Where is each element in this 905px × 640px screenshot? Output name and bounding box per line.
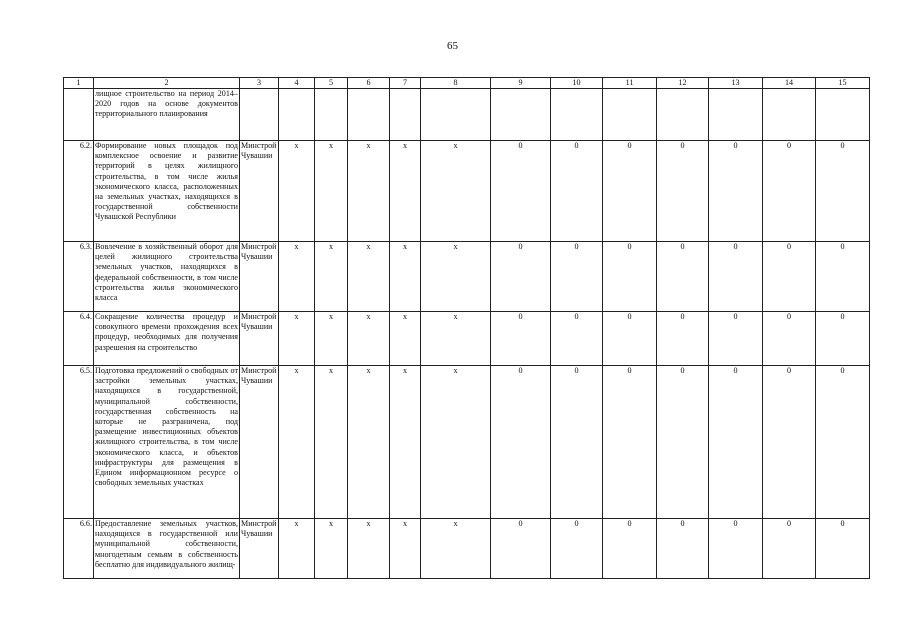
value-cell: 0	[551, 141, 603, 242]
value-cell: 0	[603, 366, 657, 519]
executor-cell: Минстрой Чувашии	[240, 141, 279, 242]
value-cell: 0	[657, 366, 709, 519]
value-cell: 0	[763, 242, 816, 312]
value-cell: 0	[816, 242, 870, 312]
col-header: 14	[763, 78, 816, 89]
value-cell: 0	[709, 141, 763, 242]
row-number: 6.4.	[64, 312, 94, 366]
executor-cell: Минстрой Чувашии	[240, 242, 279, 312]
value-cell: x	[421, 366, 491, 519]
program-table	[63, 77, 870, 579]
row-number: 6.3.	[64, 242, 94, 312]
col-header: 10	[551, 78, 603, 89]
value-cell: x	[315, 366, 348, 519]
value-cell: 0	[491, 312, 551, 366]
value-cell: 0	[816, 141, 870, 242]
value-cell: x	[279, 366, 315, 519]
value-cell: 0	[603, 519, 657, 579]
col-header: 7	[390, 78, 421, 89]
value-cell: 0	[816, 519, 870, 579]
value-cell: 0	[491, 519, 551, 579]
table-row	[64, 242, 870, 312]
row-number: 6.5.	[64, 366, 94, 519]
value-cell: 0	[709, 519, 763, 579]
value-cell: 0	[551, 519, 603, 579]
table-row	[64, 312, 870, 366]
value-cell: 0	[491, 141, 551, 242]
row-number: 6.2.	[64, 141, 94, 242]
continued-row	[64, 89, 870, 141]
value-cell: x	[315, 312, 348, 366]
value-cell: x	[390, 366, 421, 519]
col-header: 4	[279, 78, 315, 89]
value-cell: x	[348, 312, 390, 366]
col-header: 1	[64, 78, 94, 89]
value-cell: 0	[657, 242, 709, 312]
value-cell: x	[390, 242, 421, 312]
value-cell: 0	[657, 312, 709, 366]
value-cell: 0	[551, 312, 603, 366]
value-cell: x	[279, 141, 315, 242]
col-header: 3	[240, 78, 279, 89]
row-number: 6.6.	[64, 519, 94, 579]
col-header: 6	[348, 78, 390, 89]
col-header: 2	[94, 78, 240, 89]
value-cell: 0	[491, 366, 551, 519]
col-header: 12	[657, 78, 709, 89]
col-header: 15	[816, 78, 870, 89]
value-cell: 0	[763, 366, 816, 519]
value-cell: x	[390, 312, 421, 366]
col-header: 11	[603, 78, 657, 89]
executor-cell: Минстрой Чувашии	[240, 312, 279, 366]
value-cell: 0	[491, 242, 551, 312]
value-cell: 0	[709, 366, 763, 519]
value-cell: 0	[551, 242, 603, 312]
value-cell: 0	[657, 519, 709, 579]
value-cell: x	[279, 312, 315, 366]
value-cell: 0	[603, 141, 657, 242]
value-cell: x	[390, 141, 421, 242]
value-cell: x	[279, 242, 315, 312]
executor-cell: Минстрой Чувашии	[240, 366, 279, 519]
measure-description: Предоставление земельных участков, находящихся в государственной или муниципальной собственности, многодетным семьям в собственность бесплатно для индивидуального жилищ-	[94, 519, 240, 579]
value-cell: 0	[816, 366, 870, 519]
col-header: 13	[709, 78, 763, 89]
value-cell: x	[279, 519, 315, 579]
measure-description: лищное строительство на период 2014–2020 годов на основе документов территориального планирования	[94, 89, 240, 141]
value-cell: x	[348, 366, 390, 519]
value-cell: x	[348, 519, 390, 579]
table-row	[64, 366, 870, 519]
value-cell: x	[421, 312, 491, 366]
value-cell: 0	[657, 141, 709, 242]
value-cell: x	[421, 519, 491, 579]
col-header: 8	[421, 78, 491, 89]
value-cell: 0	[603, 312, 657, 366]
table-row	[64, 519, 870, 579]
table-row	[64, 141, 870, 242]
col-header: 9	[491, 78, 551, 89]
row-number	[64, 89, 94, 141]
value-cell: x	[421, 242, 491, 312]
value-cell: 0	[603, 242, 657, 312]
value-cell: 0	[763, 519, 816, 579]
value-cell: x	[315, 141, 348, 242]
value-cell: x	[348, 242, 390, 312]
header-row	[64, 78, 870, 89]
measure-description: Формирование новых площадок под комплексное освоение и развитие территорий в целях жилищного строительства, в том числе жилья экономического класса, расположенных на земельных участках, находящихся в государственной собственности Чувашской Республики	[94, 141, 240, 242]
executor-cell: Минстрой Чувашии	[240, 519, 279, 579]
value-cell: x	[348, 141, 390, 242]
measure-description: Сокращение количества процедур и совокупного времени прохождения всех процедур, необходимых для получения разрешения на строительство	[94, 312, 240, 366]
value-cell: 0	[709, 242, 763, 312]
value-cell: x	[315, 519, 348, 579]
page-number: 65	[447, 40, 458, 52]
value-cell: 0	[709, 312, 763, 366]
measure-description: Вовлечение в хозяйственный оборот для целей жилищного строительства земельных участков, находящихся в федеральной собственности, в том числе строительства жилья экономического класса	[94, 242, 240, 312]
value-cell: 0	[816, 312, 870, 366]
value-cell: x	[421, 141, 491, 242]
value-cell: 0	[763, 141, 816, 242]
value-cell: 0	[551, 366, 603, 519]
value-cell: 0	[763, 312, 816, 366]
measure-description: Подготовка предложений о свободных от застройки земельных участках, находящихся в государственной, муниципальной собственности, государственная собственность на которые не разграничена, под размещение инвестиционных объектов жилищного строительства, в том числе экономического класса, и объектов инфраструктуры для размещения в Едином информационном ресурсе о свободных земельных участках	[94, 366, 240, 519]
col-header: 5	[315, 78, 348, 89]
value-cell: x	[390, 519, 421, 579]
value-cell: x	[315, 242, 348, 312]
